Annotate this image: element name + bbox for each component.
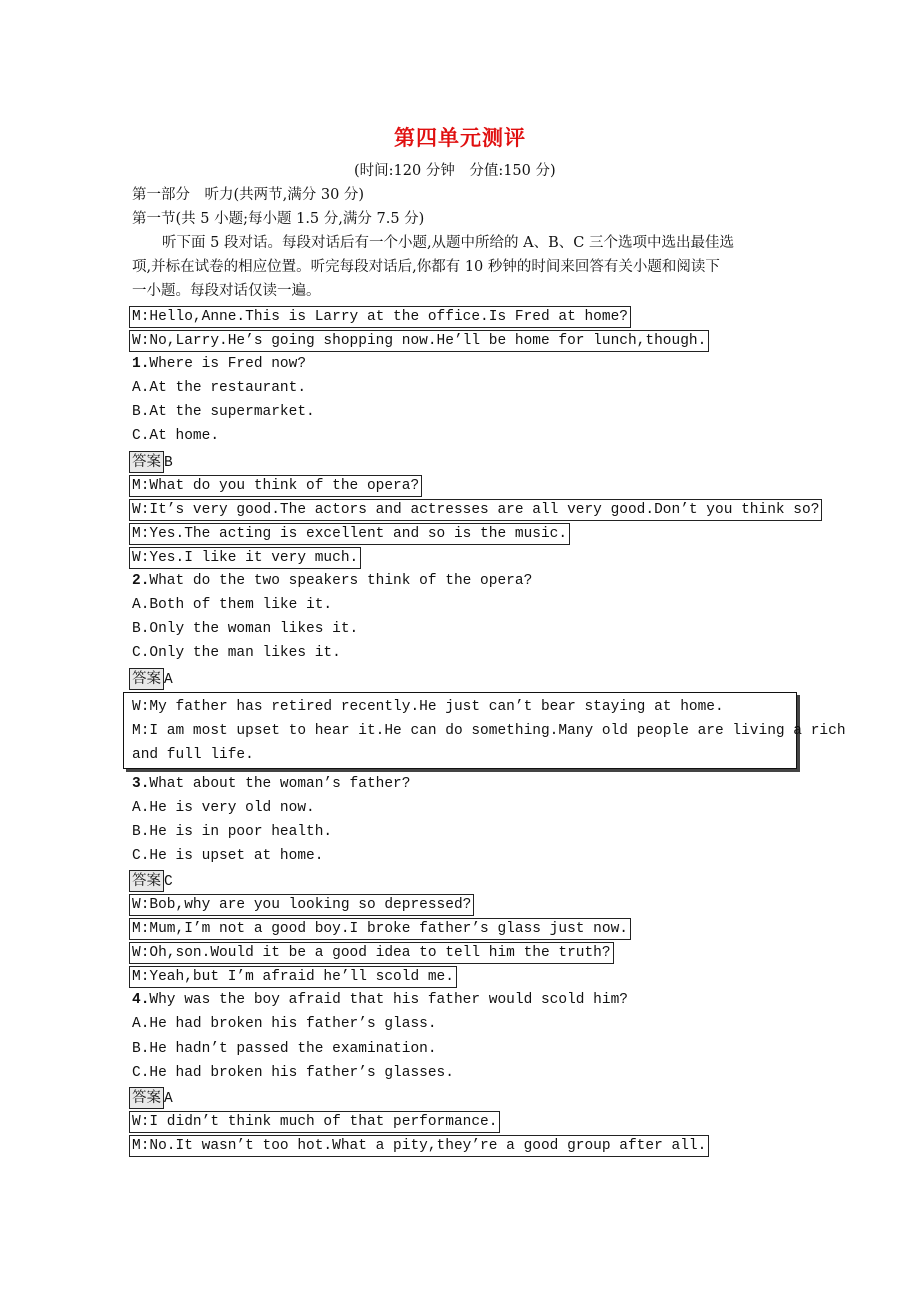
q2-dialogue-line-2: W:It’s very good.The actors and actresses are all very good.Don’t you think so? [129,499,822,521]
q5-dialogue-line-1: W:I didn’t think much of that performance. [129,1111,500,1133]
q1-answer-value: B [164,455,173,471]
q3-dialogue-line-1: W:My father has retired recently.He just can’t bear staying at home. [132,699,724,715]
section-heading: 第一节(共 5 小题;每小题 1.5 分,满分 7.5 分) [132,211,425,227]
q2-question [132,571,532,591]
q3-dialogue-line-3: and full life. [132,747,254,763]
q1-option-c: C.At home. [132,428,220,444]
q3-answer [132,870,173,892]
answer-label: 答案 [129,451,164,473]
q1-option-b: B.At the supermarket. [132,404,315,420]
q2-dialogue-line-1: M:What do you think of the opera? [129,475,422,497]
q4-dialogue-line-1: W:Bob,why are you looking so depressed? [129,894,474,916]
q3-question [132,774,410,794]
q4-option-c: C.He had broken his father’s glasses. [132,1065,454,1081]
q1-number: 1. [132,356,150,372]
instructions-line-2: 项,并标在试卷的相应位置。听完每段对话后,你都有 10 秒钟的时间来回答有关小题和阅读下 [132,259,720,275]
q1-option-a: A.At the restaurant. [132,380,307,396]
q2-question-text: What do the two speakers think of the opera? [149,573,533,589]
q1-question [132,354,306,374]
q3-answer-value: C [164,874,173,890]
q3-dialogue-line-2: M:I am most upset to hear it.He can do something.Many old people are living a rich [132,723,846,739]
q2-answer-value: A [164,672,173,688]
q2-answer [132,668,173,690]
q3-question-text: What about the woman’s father? [149,776,411,792]
instructions-line-3: 一小题。每段对话仅读一遍。 [132,283,321,299]
q3-number: 3. [132,776,150,792]
q2-number: 2. [132,573,150,589]
q4-number: 4. [132,992,150,1008]
q3-option-b: B.He is in poor health. [132,824,333,840]
q2-option-c: C.Only the man likes it. [132,645,341,661]
answer-label: 答案 [129,1087,164,1109]
q1-question-text: Where is Fred now? [149,356,307,372]
q1-dialogue-line-1: M:Hello,Anne.This is Larry at the office.Is Fred at home? [129,306,631,328]
answer-label: 答案 [129,668,164,690]
q5-dialogue-line-2: M:No.It wasn’t too hot.What a pity,they’re a good group after all. [129,1135,709,1157]
q3-option-a: A.He is very old now. [132,800,315,816]
q3-option-c: C.He is upset at home. [132,848,324,864]
q2-option-a: A.Both of them like it. [132,597,333,613]
q4-option-a: A.He had broken his father’s glass. [132,1016,437,1032]
part-heading: 第一部分 听力(共两节,满分 30 分) [132,187,365,203]
q4-answer [132,1087,173,1109]
q1-dialogue-line-2: W:No,Larry.He’s going shopping now.He’ll be home for lunch,though. [129,330,709,352]
q4-dialogue-line-3: W:Oh,son.Would it be a good idea to tell him the truth? [129,942,614,964]
q2-option-b: B.Only the woman likes it. [132,621,359,637]
q2-dialogue-line-4: W:Yes.I like it very much. [129,547,361,569]
exam-meta: (时间:120 分钟 分值:150 分) [354,163,556,179]
q2-dialogue-line-3: M:Yes.The acting is excellent and so is the music. [129,523,570,545]
q4-dialogue-line-2: M:Mum,I’m not a good boy.I broke father’s glass just now. [129,918,631,940]
instructions-line-1: 听下面 5 段对话。每段对话后有一个小题,从题中所给的 A、B、C 三个选项中选出最佳选 [162,235,734,251]
q4-option-b: B.He hadn’t passed the examination. [132,1041,437,1057]
q4-dialogue-line-4: M:Yeah,but I’m afraid he’ll scold me. [129,966,457,988]
answer-label: 答案 [129,870,164,892]
q4-answer-value: A [164,1091,173,1107]
page-title: 第四单元测评 [394,125,526,150]
q4-question-text: Why was the boy afraid that his father would scold him? [149,992,628,1008]
q1-answer [132,451,173,473]
q4-question [132,990,628,1010]
